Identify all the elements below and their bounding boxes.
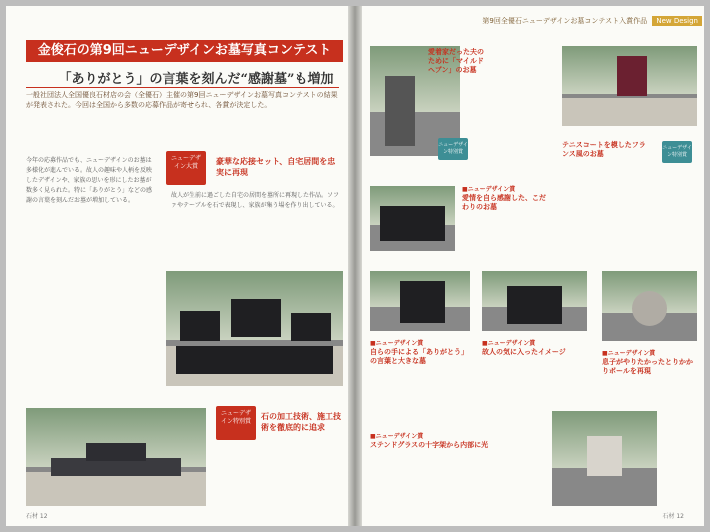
award-label-3: ■ニューデザイン賞 xyxy=(482,340,536,347)
body-column-1: 今年の応募作品でも、ニューデザインのお墓は多様化が進んでいる。故人の趣味や人柄を反映したデザインや、家族の思いを形にしたお墓が数多く見られた。特に「ありがとう」などの感謝の言葉を刻んだお墓が増加している。 xyxy=(26,157,153,204)
caption-4: 自らの手による「ありがとう」の言葉と大きな墓 xyxy=(370,348,468,365)
award-badge-2: ニューデザイン特別賞 xyxy=(662,141,692,163)
headline-rule xyxy=(26,87,339,88)
award-label-2: ■ニューデザイン賞 xyxy=(370,340,424,347)
award-label-4: ■ニューデザイン賞 xyxy=(602,350,656,357)
article-headline: 「ありがとう」の言葉を刻んだ“感謝墓”も増加 xyxy=(58,72,334,87)
caption-1: 愛着家だった夫のために「マイルドヘブン」のお墓 xyxy=(428,48,484,74)
award-subtitle-2: 石の加工技術、施工技術を徹底的に追求 xyxy=(261,412,341,432)
body-column-2: 故人が生前に過ごした自宅の居間を墓所に再現した作品。ソファやテーブルを石で表現し、家族が集う場を作り出している。 xyxy=(171,192,340,209)
header-text: 第9回全優石ニューデザインお墓コンテスト入賞作品 xyxy=(482,17,648,25)
caption-5: 故人の気に入ったイメージ xyxy=(482,348,566,356)
caption-6: 息子がやりたかったとりかかりボールを再現 xyxy=(602,358,693,375)
award-badge-grand: ニューデザイン大賞 xyxy=(166,151,206,185)
page-folio-right: 石材 12 xyxy=(662,513,684,520)
article-lead: 一般社団法人全国優良石材店の会（全優石）主催の第9回ニューデザインお墓写真コンテストの結果が発表された。今回は全国から多数の応募作品が寄せられ、各賞が決定した。 xyxy=(26,91,338,109)
award-badge-special: ニューデザイン特別賞 xyxy=(216,406,256,440)
photo-favorite-image-grave xyxy=(482,271,587,331)
photo-tennis-court-grave xyxy=(562,46,697,126)
caption-2: テニスコートを模したフランス風のお墓 xyxy=(562,141,646,158)
photo-stained-glass-grave xyxy=(552,411,657,506)
award-label-1: ■ニューデザイン賞 xyxy=(462,186,516,193)
photo-stonework-grave xyxy=(26,408,206,506)
page-header xyxy=(422,16,702,26)
photo-living-room-grave xyxy=(166,271,343,386)
award-label-5: ■ニューデザイン賞 xyxy=(370,433,424,440)
page-folio-left: 石材 12 xyxy=(26,513,48,520)
spread-gutter xyxy=(348,6,362,526)
left-page xyxy=(6,6,348,526)
award-badge-1: ニューデザイン特別賞 xyxy=(438,138,468,160)
photo-ball-grave xyxy=(602,271,697,341)
award-subtitle-1: 豪華な応接セット、自宅居間を忠実に再現 xyxy=(216,157,336,177)
caption-3: 愛情を自ら感謝した、こだわりのお墓 xyxy=(462,194,546,211)
right-page xyxy=(362,6,704,526)
caption-7: ステンドグラスの十字架から内部に光 xyxy=(370,441,489,449)
article-title: 金俊石の第9回ニューデザインお墓写真コンテスト xyxy=(26,40,343,62)
photo-black-grave xyxy=(370,186,455,251)
header-tag: New Design xyxy=(652,16,702,26)
photo-arigatou-grave xyxy=(370,271,470,331)
